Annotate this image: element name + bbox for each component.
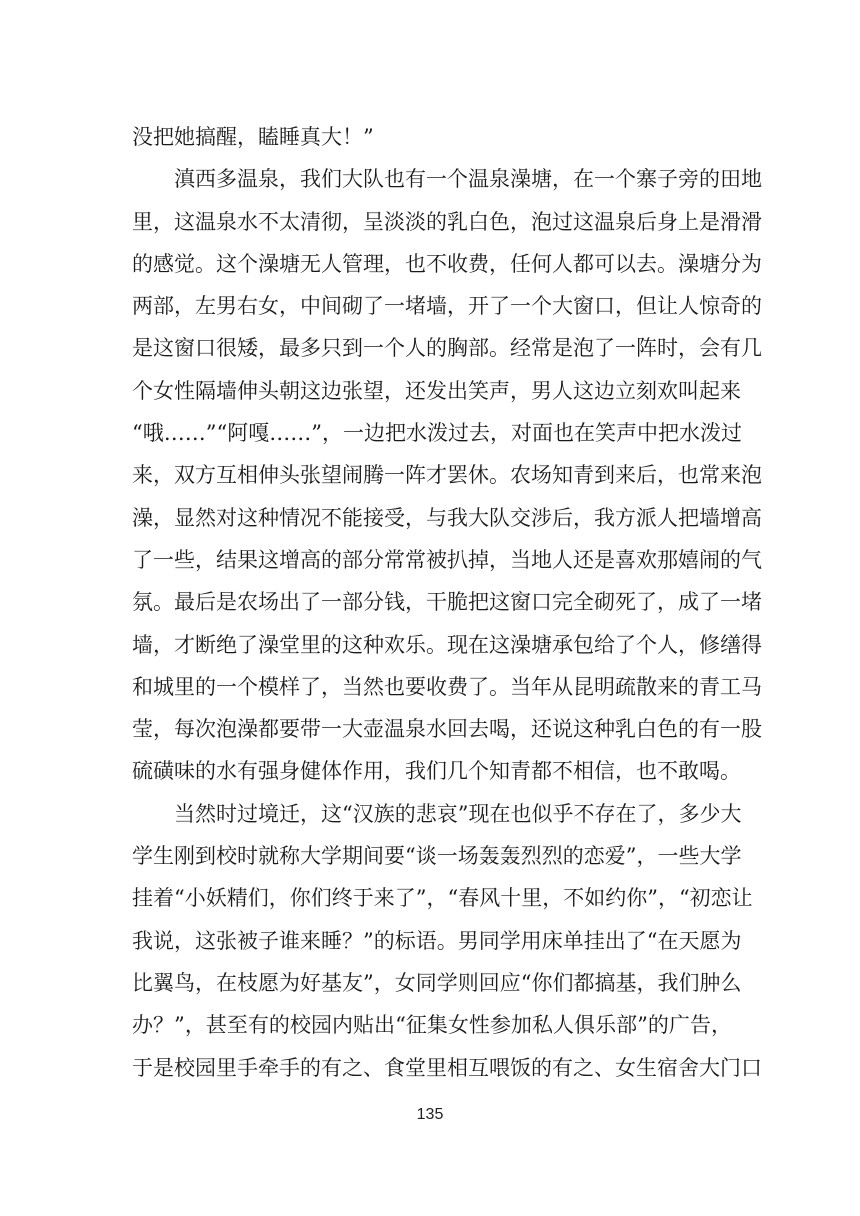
text-line: 比翼鸟，在枝愿为好基友”，女同学则回应“你们都搞基，我们肿么 [132, 970, 742, 995]
text-line: 是这窗口很矮，最多只到一个人的胸部。经常是泡了一阵时，会有几 [132, 336, 762, 361]
text-line: 里，这温泉水不太清彻，呈淡淡的乳白色，泡过这温泉后身上是滑滑 [132, 209, 762, 234]
text-line: 氛。最后是农场出了一部分钱，干脆把这窗口完全砌死了，成了一堵 [132, 590, 762, 615]
text-line: 于是校园里手牵手的有之、食堂里相互喂饭的有之、女生宿舍大门口 [132, 1055, 762, 1080]
text-line: 澡，显然对这种情况不能接受，与我大队交涉后，我方派人把墙增高 [132, 505, 762, 530]
text-line: 滇西多温泉，我们大队也有一个温泉澡塘，在一个寨子旁的田地 [132, 167, 762, 192]
text-line: 当然时过境迁，这“汉族的悲哀”现在也似乎不存在了，多少大 [132, 801, 742, 826]
text-line: “哦……”“阿嘎……”，一边把水泼过去，对面也在笑声中把水泼过 [132, 421, 742, 446]
text-line: 我说，这张被子谁来睡？”的标语。男同学用床单挂出了“在天愿为 [132, 928, 742, 953]
page-number: 135 [416, 1106, 444, 1123]
text-line: 没把她搞醒，瞌睡真大！” [132, 125, 374, 149]
text-line: 学生刚到校时就称大学期间要“谈一场轰轰烈烈的恋爱”，一些大学 [132, 844, 742, 869]
text-line: 两部，左男右女，中间砌了一堵墙，开了一个大窗口，但让人惊奇的 [132, 294, 762, 319]
text-line: 的感觉。这个澡塘无人管理，也不收费，任何人都可以去。澡塘分为 [132, 251, 762, 276]
text-line: 硫磺味的水有强身健体作用，我们几个知青都不相信，也不敢喝。 [132, 759, 741, 784]
text-line: 了一些，结果这增高的部分常常被扒掉，当地人还是喜欢那嬉闹的气 [132, 547, 762, 572]
text-line: 办？”，甚至有的校园内贴出“征集女性参加私人俱乐部”的广告， [132, 1013, 732, 1038]
text-line: 墙，才断绝了澡堂里的这种欢乐。现在这澡塘承包给了个人，修缮得 [132, 632, 762, 657]
text-line: 和城里的一个模样了，当然也要收费了。当年从昆明疏散来的青工马 [132, 674, 762, 699]
text-line: 莹，每次泡澡都要带一大壶温泉水回去喝，还说这种乳白色的有一股 [132, 717, 762, 742]
text-line: 个女性隔墙伸头朝这边张望，还发出笑声，男人这边立刻欢叫起来 [132, 378, 741, 403]
text-line: 来，双方互相伸头张望闹腾一阵才罢休。农场知青到来后，也常来泡 [132, 463, 762, 488]
body-text [132, 116, 762, 1089]
text-line: 挂着“小妖精们，你们终于来了”，“春风十里，不如约你”，“初恋让 [132, 886, 753, 911]
